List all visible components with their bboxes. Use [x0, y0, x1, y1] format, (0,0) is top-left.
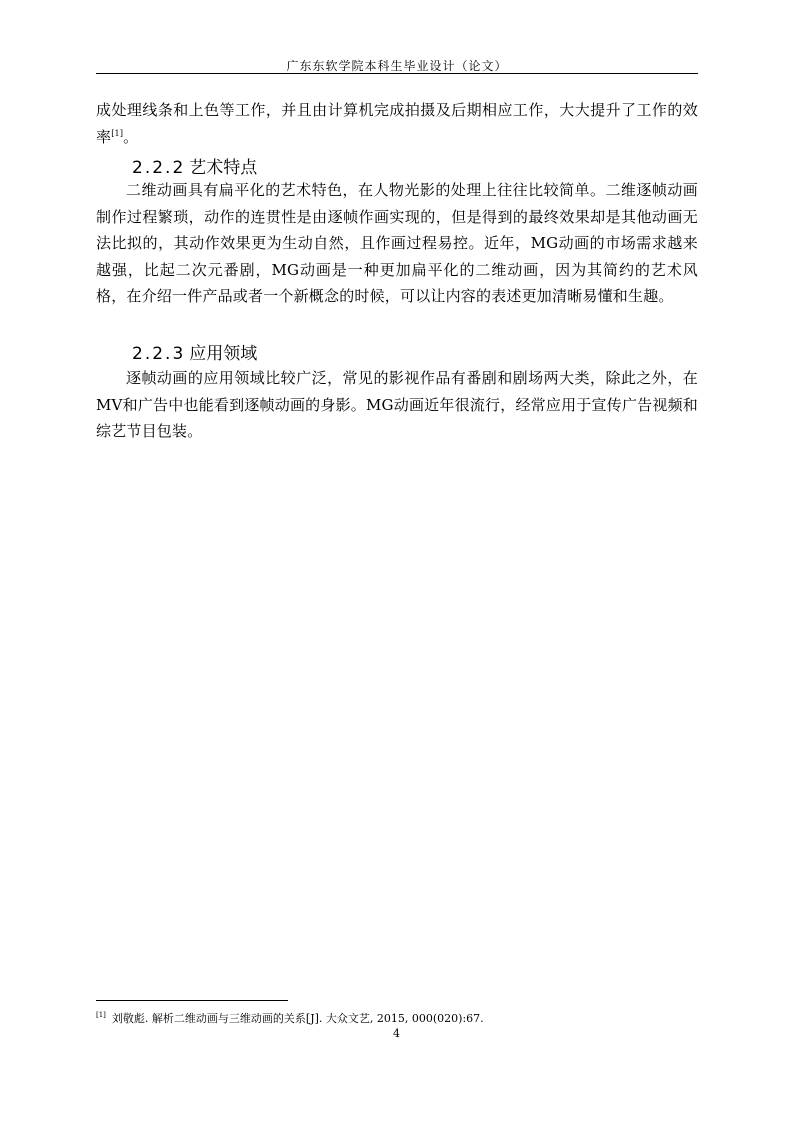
- section-number: 2.2.2: [132, 158, 186, 178]
- section-title: 艺术特点: [189, 158, 258, 178]
- section-paragraph-applications: 逐帧动画的应用领域比较广泛，常见的影视作品有番剧和剧场两大类，除此之外，在MV和广告中也能看到逐帧动画的身影。MG动画近年很流行，经常应用于宣传广告视频和综艺节目包装。: [96, 369, 698, 440]
- section-heading-2-2-3: [132, 339, 257, 364]
- footnote-text: 刘敬彪. 解析二维动画与三维动画的关系[J]. 大众文艺, 2015, 000(020):67.: [111, 1012, 484, 1025]
- section-number: 2.2.3: [132, 344, 186, 364]
- section-heading-2-2-2: [132, 153, 257, 178]
- section-paragraph-art-features: 二维动画具有扁平化的艺术特色，在人物光影的处理上往往比较简单。二维逐帧动画制作过程繁琐，动作的连贯性是由逐帧作画实现的，但是得到的最终效果却是其他动画无法比拟的，其动作效果更为生动自然，且作画过程易控。近年，MG动画的市场需求越来越强，比起二次元番剧，MG动画是一种更加扁平化的二维动画，因为其简约的艺术风格，在介绍一件产品或者一个新概念的时候，可以让内容的表述更加清晰易懂和生趣。: [96, 181, 698, 305]
- footnote-marker: [1]: [96, 1011, 106, 1020]
- continued-paragraph-end: 。: [123, 127, 139, 146]
- footnote-divider: [96, 1000, 288, 1001]
- footnote: [96, 1012, 698, 1026]
- continued-paragraph: [96, 97, 698, 150]
- citation-ref[interactable]: [1]: [111, 128, 124, 138]
- section-title: 应用领域: [189, 344, 258, 364]
- page-number: 4: [393, 1027, 400, 1040]
- continued-paragraph-text: 成处理线条和上色等工作，并且由计算机完成拍摄及后期相应工作，大大提升了工作的效率: [96, 101, 698, 146]
- page-header: 广东东软学院本科生毕业设计（论文）: [286, 59, 508, 73]
- header-divider: [96, 73, 698, 74]
